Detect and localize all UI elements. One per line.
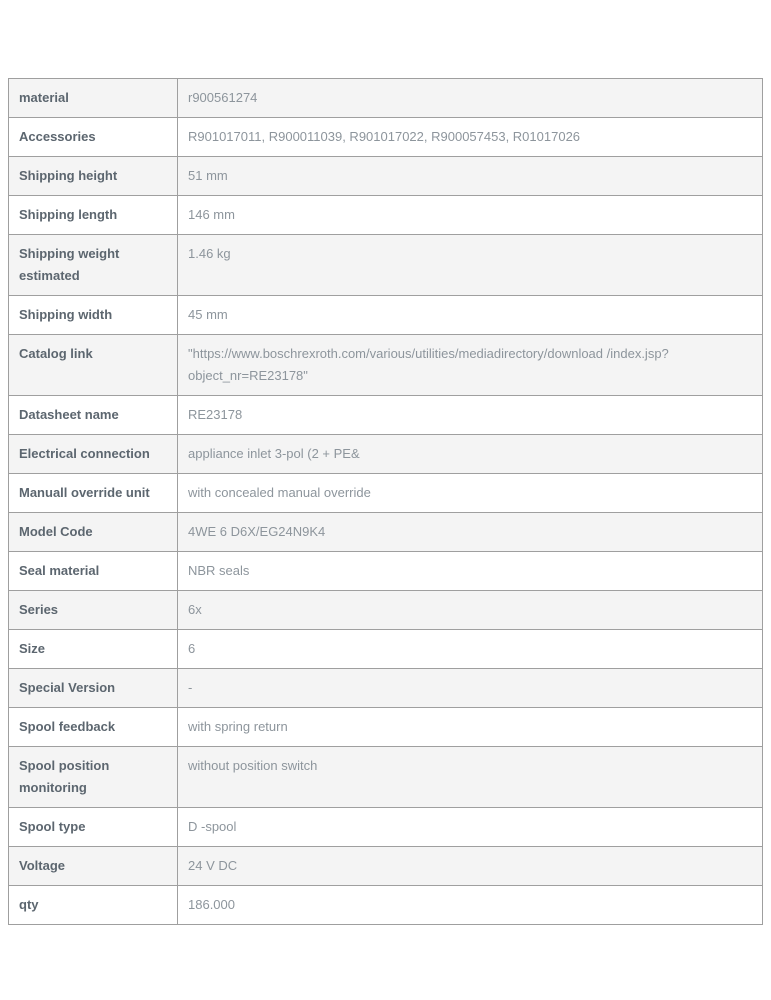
row-value: r900561274 bbox=[178, 79, 763, 118]
row-value: - bbox=[178, 669, 763, 708]
table-row-electrical-connection bbox=[9, 435, 763, 474]
row-value: 51 mm bbox=[178, 157, 763, 196]
row-label: Datasheet name bbox=[9, 396, 178, 435]
row-value: NBR seals bbox=[178, 552, 763, 591]
row-label: Shipping width bbox=[9, 296, 178, 335]
row-value: 146 mm bbox=[178, 196, 763, 235]
table-row-seal-material bbox=[9, 552, 763, 591]
table-row-qty bbox=[9, 886, 763, 925]
table-row-shipping-length bbox=[9, 196, 763, 235]
product-spec-table-container bbox=[8, 78, 762, 925]
table-row-spool-type bbox=[9, 808, 763, 847]
row-label: Manuall override unit bbox=[9, 474, 178, 513]
row-value: 45 mm bbox=[178, 296, 763, 335]
row-value: 186.000 bbox=[178, 886, 763, 925]
table-row-material bbox=[9, 79, 763, 118]
table-row-voltage bbox=[9, 847, 763, 886]
row-value: "https://www.boschrexroth.com/various/utilities/mediadirectory/download /index.jsp?object_nr=RE23178" bbox=[178, 335, 763, 396]
row-label: Seal material bbox=[9, 552, 178, 591]
table-row-spool-position-monitoring bbox=[9, 747, 763, 808]
table-row-model-code bbox=[9, 513, 763, 552]
row-value: with spring return bbox=[178, 708, 763, 747]
table-row-spool-feedback bbox=[9, 708, 763, 747]
row-value: 4WE 6 D6X/EG24N9K4 bbox=[178, 513, 763, 552]
row-label: Spool feedback bbox=[9, 708, 178, 747]
row-label: Series bbox=[9, 591, 178, 630]
row-value: 1.46 kg bbox=[178, 235, 763, 296]
row-label: Shipping height bbox=[9, 157, 178, 196]
row-label: Spool position monitoring bbox=[9, 747, 178, 808]
table-row-shipping-width bbox=[9, 296, 763, 335]
row-label: material bbox=[9, 79, 178, 118]
table-row-accessories bbox=[9, 118, 763, 157]
row-value: without position switch bbox=[178, 747, 763, 808]
table-row-shipping-height bbox=[9, 157, 763, 196]
row-value: 24 V DC bbox=[178, 847, 763, 886]
table-row-special-version bbox=[9, 669, 763, 708]
row-label: Model Code bbox=[9, 513, 178, 552]
table-row-manual-override-unit bbox=[9, 474, 763, 513]
row-label: Shipping length bbox=[9, 196, 178, 235]
row-value: 6 bbox=[178, 630, 763, 669]
row-label: Special Version bbox=[9, 669, 178, 708]
row-label: Shipping weight estimated bbox=[9, 235, 178, 296]
row-label: Voltage bbox=[9, 847, 178, 886]
table-row-size bbox=[9, 630, 763, 669]
table-row-series bbox=[9, 591, 763, 630]
row-value: R901017011, R900011039, R901017022, R900057453, R01017026 bbox=[178, 118, 763, 157]
row-label: qty bbox=[9, 886, 178, 925]
row-value: 6x bbox=[178, 591, 763, 630]
row-value: D -spool bbox=[178, 808, 763, 847]
row-label: Size bbox=[9, 630, 178, 669]
product-spec-table bbox=[8, 78, 763, 925]
table-row-catalog-link bbox=[9, 335, 763, 396]
row-label: Catalog link bbox=[9, 335, 178, 396]
table-row-datasheet-name bbox=[9, 396, 763, 435]
row-label: Spool type bbox=[9, 808, 178, 847]
row-label: Electrical connection bbox=[9, 435, 178, 474]
row-value: RE23178 bbox=[178, 396, 763, 435]
table-row-shipping-weight bbox=[9, 235, 763, 296]
row-value: with concealed manual override bbox=[178, 474, 763, 513]
row-value: appliance inlet 3-pol (2 + PE& bbox=[178, 435, 763, 474]
row-label: Accessories bbox=[9, 118, 178, 157]
